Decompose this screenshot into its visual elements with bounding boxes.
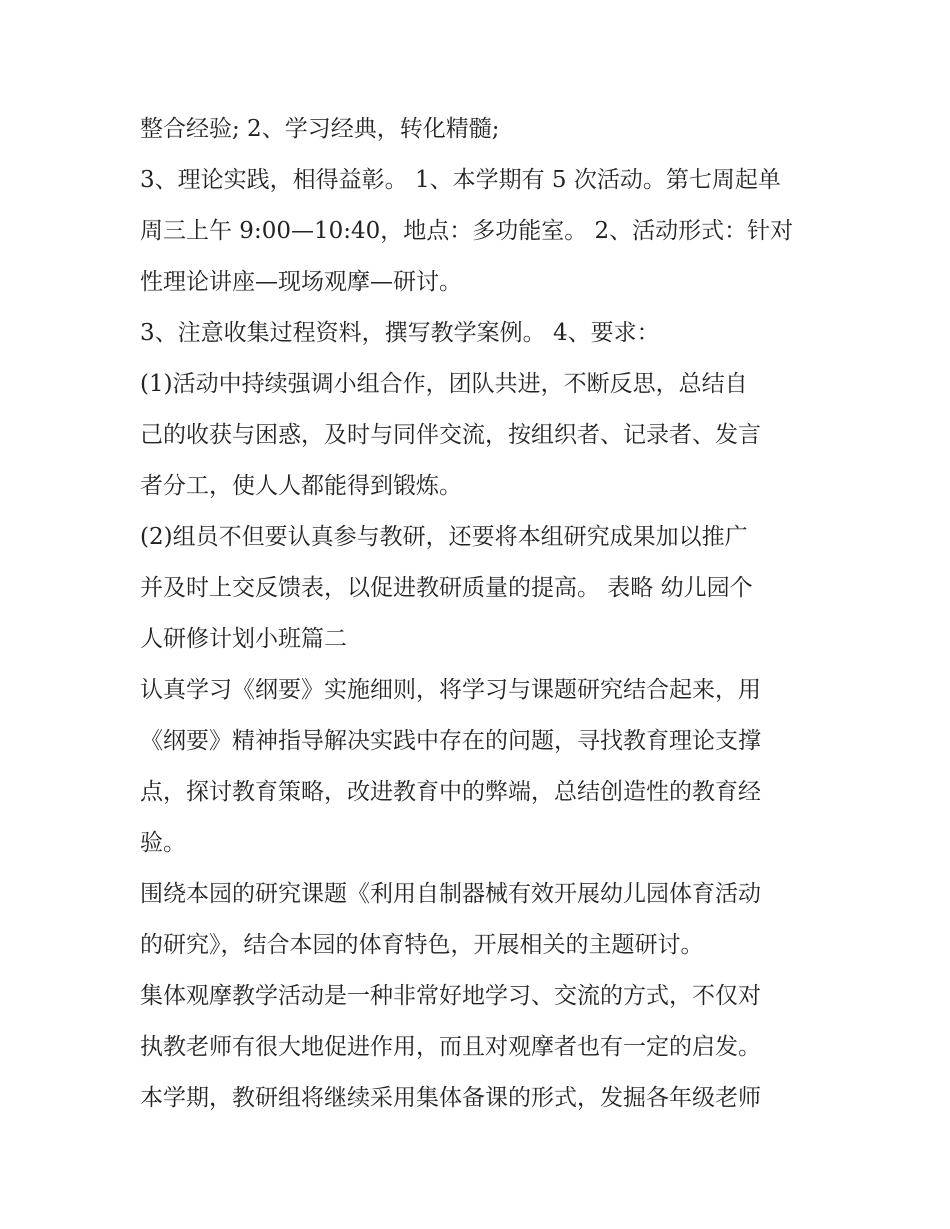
text-line: 集体观摩教学活动是一种非常好地学习、交流的方式，不仅对 <box>140 983 761 1009</box>
text-line: 周三上午 9:00—10:40，地点：多功能室。 2、活动形式：针对 <box>140 218 794 244</box>
text-line: 3、注意收集过程资料，撰写教学案例。 4、要求： <box>140 320 660 346</box>
text-line: 人研修计划小班篇二 <box>140 626 347 652</box>
text-line: (2)组员不但要认真参与教研，还要将本组研究成果加以推广 <box>140 524 748 550</box>
text-line: 的研究》，结合本园的体育特色，开展相关的主题研讨。 <box>140 932 704 958</box>
text-line: 并及时上交反馈表，以促进教研质量的提高。 表略 幼儿园个 <box>140 575 753 601</box>
text-line: 3、理论实践，相得益彰。 1、本学期有 5 次活动。第七周起单 <box>140 167 781 193</box>
text-line: 《纲要》精神指导解决实践中存在的问题，寻找教育理论支撑 <box>140 728 761 754</box>
text-line: 执教老师有很大地促进作用，而且对观摩者也有一定的启发。 <box>140 1034 761 1060</box>
text-line: 围绕本园的研究课题《利用自制器械有效开展幼儿园体育活动 <box>140 881 761 907</box>
text-line: 验。 <box>140 830 186 856</box>
text-line: 认真学习《纲要》实施细则，将学习与课题研究结合起来，用 <box>140 677 761 703</box>
text-line: 本学期，教研组将继续采用集体备课的形式，发掘各年级老师 <box>140 1085 761 1111</box>
text-line: 己的收获与困惑，及时与同伴交流，按组织者、记录者、发言 <box>140 422 761 448</box>
text-line: 点，探讨教育策略，改进教育中的弊端，总结创造性的教育经 <box>140 779 761 805</box>
text-line: (1)活动中持续强调小组合作，团队共进，不断反思，总结自 <box>140 371 748 397</box>
text-line: 整合经验; 2、学习经典，转化精髓; <box>140 116 500 142</box>
text-line: 性理论讲座—现场观摩—研讨。 <box>140 269 462 295</box>
document-body <box>140 104 820 1124</box>
text-line: 者分工，使人人都能得到锻炼。 <box>140 473 462 499</box>
